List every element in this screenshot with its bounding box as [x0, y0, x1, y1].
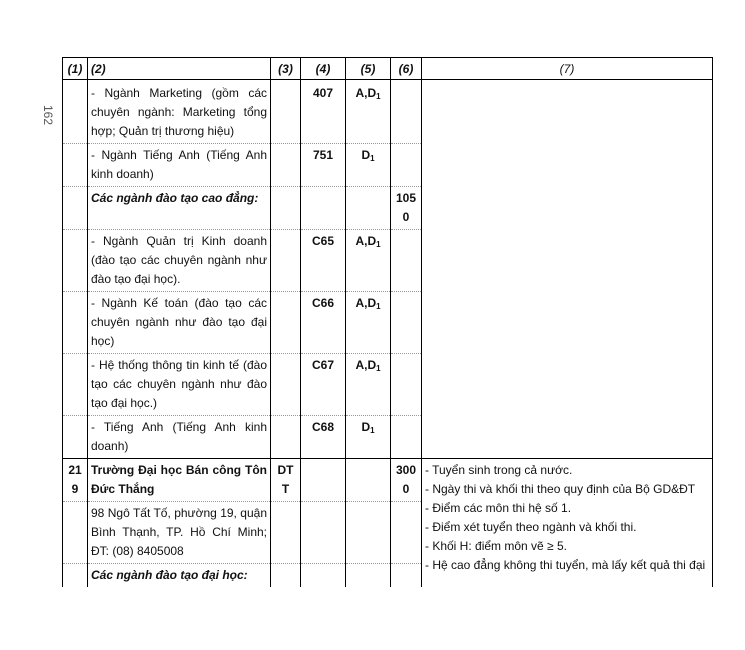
- exam-block: [346, 459, 391, 502]
- exam-block: $D_1$: [346, 144, 391, 187]
- program-code: C66: [301, 292, 346, 354]
- exam-block: $A,D_1$: [346, 230, 391, 292]
- exam-block: $A,D_1$: [346, 292, 391, 354]
- school-name: Trường Đại học Bán công Tôn Đức Thắng: [88, 459, 271, 502]
- note-line: - Điểm các môn thi hệ số 1.: [425, 501, 572, 515]
- school-quota: 3000: [391, 459, 422, 502]
- row-number: [63, 80, 88, 144]
- section-heading: Các ngành đào tạo cao đẳng:: [88, 187, 271, 230]
- quota: [391, 80, 422, 144]
- row-number: [63, 144, 88, 187]
- program-code: 407: [301, 80, 346, 144]
- school-code: [271, 354, 301, 416]
- row-number: [63, 416, 88, 459]
- school-code: [271, 292, 301, 354]
- row-number: [63, 187, 88, 230]
- program-code: [301, 459, 346, 502]
- section-heading: Các ngành đào tạo đại học:: [88, 564, 271, 588]
- program-name: - Ngành Tiếng Anh (Tiếng Anh kinh doanh): [88, 144, 271, 187]
- row-number: [63, 230, 88, 292]
- program-name: - Ngành Kế toán (đào tạo các chuyên ngành như đào tạo đại học): [88, 292, 271, 354]
- row-number: [63, 292, 88, 354]
- program-code: C68: [301, 416, 346, 459]
- school-row: [63, 459, 713, 502]
- school-code: DTT: [271, 459, 301, 502]
- header-col-6: (6): [391, 58, 422, 80]
- note-line: - Khối H: điểm môn vẽ ≥ 5.: [425, 539, 567, 553]
- admissions-table: [62, 57, 713, 587]
- exam-block: $D_1$: [346, 416, 391, 459]
- program-code: [301, 187, 346, 230]
- header-col-1: (1): [63, 58, 88, 80]
- program-name: - Ngành Marketing (gồm các chuyên ngành: Marketing tổng hợp; Quản trị thương hiệu): [88, 80, 271, 144]
- header-col-3: (3): [271, 58, 301, 80]
- program-code: 751: [301, 144, 346, 187]
- quota: [391, 230, 422, 292]
- exam-block: $A,D_1$: [346, 80, 391, 144]
- program-name: - Ngành Quản trị Kinh doanh (đào tạo các chuyên ngành như đào tạo đại học).: [88, 230, 271, 292]
- quota-value: 1050: [395, 191, 417, 224]
- school-code: [271, 416, 301, 459]
- quota: [391, 354, 422, 416]
- program-code: C67: [301, 354, 346, 416]
- table-row: [63, 80, 713, 144]
- program-name: - Hệ thống thông tin kinh tế (đào tạo các chuyên ngành như đào tạo đại học.): [88, 354, 271, 416]
- quota: [391, 187, 422, 230]
- notes-cell: [422, 80, 713, 459]
- program-code: C65: [301, 230, 346, 292]
- school-number: 219: [63, 459, 88, 502]
- header-col-2: (2): [88, 58, 271, 80]
- quota: [391, 144, 422, 187]
- school-code: [271, 144, 301, 187]
- exam-block: [346, 187, 391, 230]
- note-line: - Tuyển sinh trong cả nước.: [425, 463, 573, 477]
- note-line: - Hệ cao đẳng không thi tuyển, mà lấy kết quả thi đại: [425, 558, 706, 572]
- header-col-5: (5): [346, 58, 391, 80]
- school-code: [271, 187, 301, 230]
- school-address: 98 Ngô Tất Tố, phường 19, quận Bình Thạnh, TP. Hồ Chí Minh; ĐT: (08) 8405008: [88, 502, 271, 564]
- header-row: [63, 58, 713, 80]
- quota: [391, 292, 422, 354]
- page-number: 162: [41, 104, 56, 126]
- note-line: - Ngày thi và khối thi theo quy định của Bộ GD&ĐT: [425, 482, 696, 496]
- program-name: - Tiếng Anh (Tiếng Anh kinh doanh): [88, 416, 271, 459]
- school-notes: [422, 459, 713, 588]
- school-code: [271, 230, 301, 292]
- exam-block: $A,D_1$: [346, 354, 391, 416]
- header-col-7: (7): [422, 58, 713, 80]
- school-code: [271, 80, 301, 144]
- quota: [391, 416, 422, 459]
- row-number: [63, 354, 88, 416]
- note-line: - Điểm xét tuyển theo ngành và khối thi.: [425, 520, 637, 534]
- header-col-4: (4): [301, 58, 346, 80]
